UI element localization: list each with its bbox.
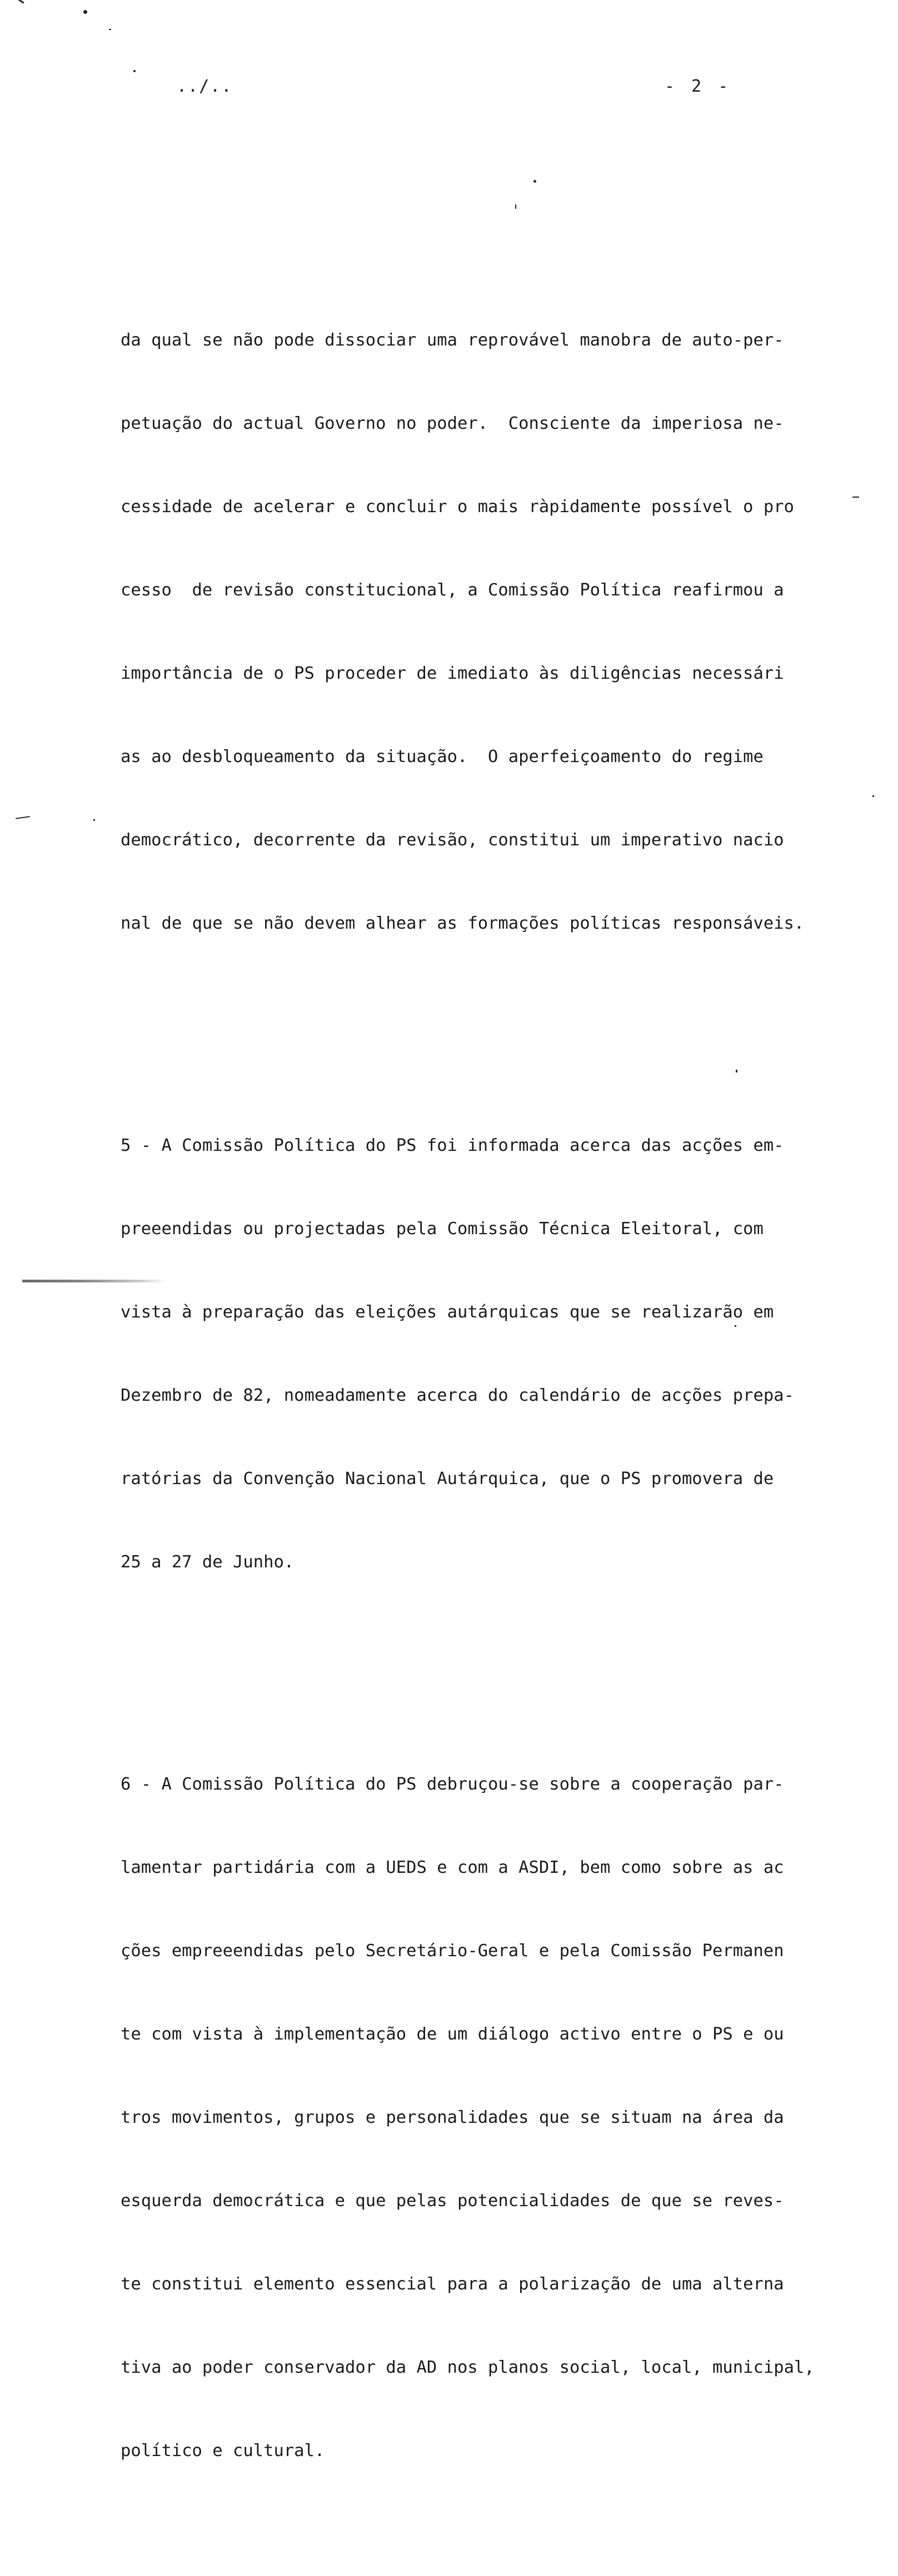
scan-speck: [93, 819, 95, 821]
text-line: preeendidas ou projectadas pela Comissão Técnica Eleitoral, com: [121, 1219, 764, 1239]
text-line: petuação do actual Governo no poder. Consciente da imperiosa ne-: [121, 414, 784, 433]
text-line: vista à preparação das eleições autárquicas que se realizarão em: [121, 1302, 774, 1322]
text-line: 25 a 27 de Junho.: [121, 1552, 295, 1572]
scan-speck: [17, 0, 24, 4]
paragraph-6: [121, 1715, 887, 2520]
text-line: importância de o PS proceder de imediato às diligências necessári: [121, 664, 784, 683]
document-body: [121, 215, 887, 2576]
scan-speck: [133, 70, 136, 72]
text-line: esquerda democrática e que pelas potencialidades de que se reves-: [121, 2191, 784, 2211]
scan-speck: [515, 204, 516, 209]
text-line: te constitui elemento essencial para a polarização de uma alterna: [121, 2274, 784, 2294]
text-line: te com vista à implementação de um diálogo activo entre o PS e ou: [121, 2024, 784, 2044]
text-line: cesso de revisão constitucional, a Comissão Política reafirmou a: [121, 580, 784, 600]
paragraph-5: [121, 1076, 887, 1632]
text-line: as ao desbloqueamento da situação. O aperfeiçoamento do regime: [121, 747, 764, 766]
page-number: - 2 -: [665, 77, 732, 96]
text-line: ratórias da Convenção Nacional Autárquica, que o PS promovera de: [121, 1469, 774, 1489]
text-line: tros movimentos, grupos e personalidades que se situam na área da: [121, 2108, 784, 2127]
text-line: Dezembro de 82, nomeadamente acerca do calendário de acções prepa-: [121, 1386, 794, 1405]
text-line: 6 - A Comissão Política do PS debruçou-se sobre a cooperação par-: [121, 1775, 784, 1794]
paragraph-4-continuation: [121, 271, 887, 993]
scan-speck: [16, 816, 30, 819]
text-line: tiva ao poder conservador da AD nos planos social, local, municipal,: [121, 2358, 815, 2377]
text-line: político e cultural.: [121, 2441, 325, 2460]
scan-speck: [109, 29, 111, 30]
scan-edge-artifact: [22, 1280, 167, 1282]
text-line: democrático, decorrente da revisão, constitui um imperativo nacio: [121, 830, 784, 850]
text-line: cessidade de acelerar e concluir o mais ràpidamente possível o pro: [121, 497, 794, 517]
text-line: nal de que se não devem alhear as formações políticas responsáveis.: [121, 914, 805, 933]
text-line: da qual se não pode dissociar uma reprovável manobra de auto-per-: [121, 330, 784, 350]
continuation-mark: ../..: [177, 77, 233, 96]
scan-speck: [533, 180, 536, 183]
scan-speck: [83, 10, 87, 14]
text-line: 5 - A Comissão Política do PS foi informada acerca das acções em-: [121, 1136, 784, 1155]
text-line: ções empreeendidas pelo Secretário-Geral e pela Comissão Permanen: [121, 1941, 784, 1961]
text-line: lamentar partidária com a UEDS e com a ASDI, bem como sobre as ac: [121, 1858, 784, 1877]
